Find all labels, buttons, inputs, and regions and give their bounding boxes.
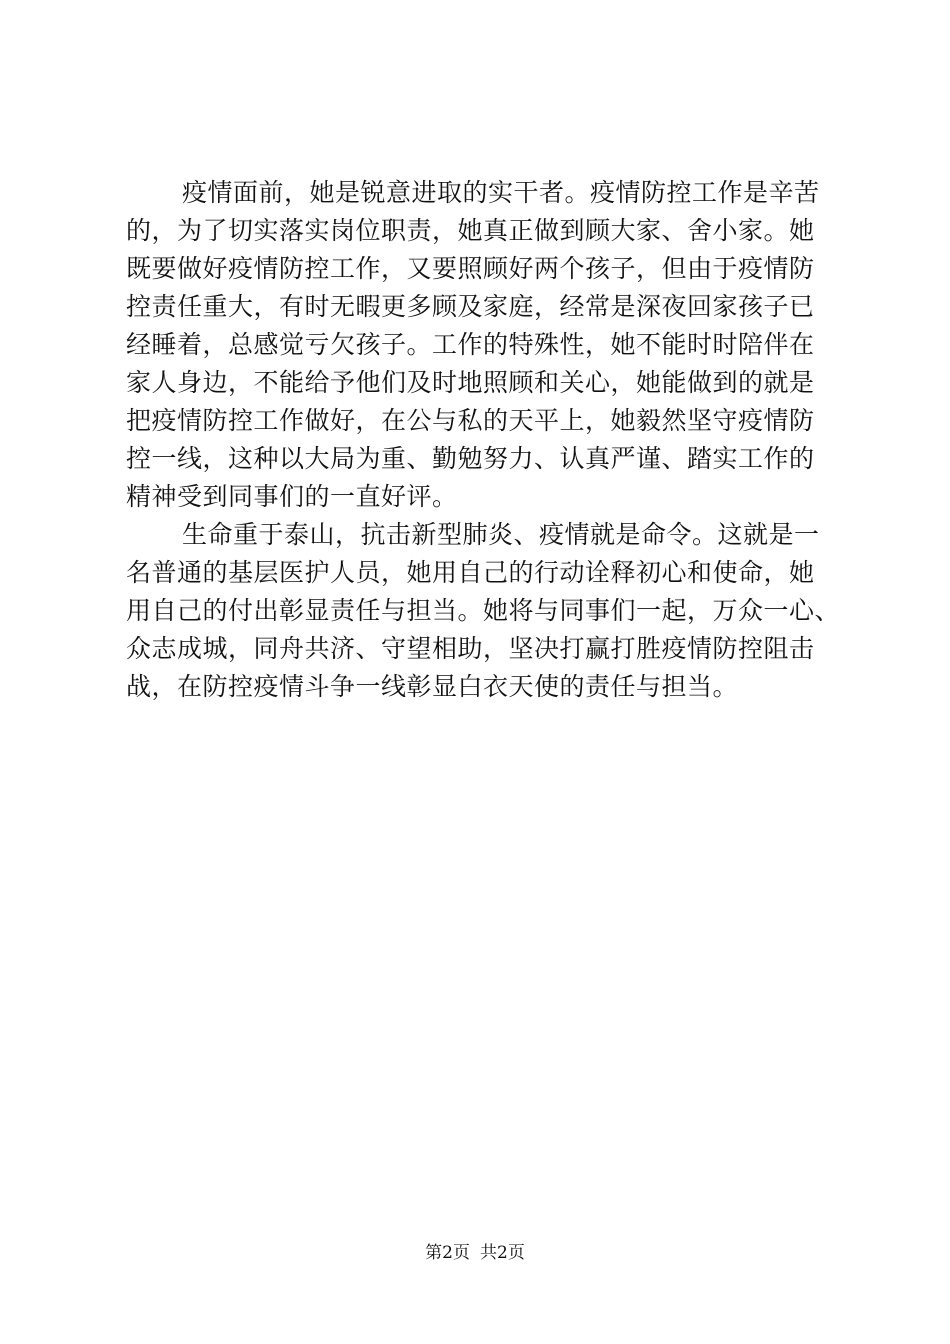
paragraph-line: 既要做好疫情防控工作，又要照顾好两个孩子，但由于疫情防 — [126, 254, 815, 283]
paragraph-line: 控一线，这种以大局为重、勤勉努力、认真严谨、踏实工作的 — [126, 444, 815, 473]
paragraph-line: 的，为了切实落实岗位职责，她真正做到顾大家、舍小家。她 — [126, 216, 815, 245]
paragraph-line: 家人身边，不能给予他们及时地照顾和关心，她能做到的就是 — [126, 368, 815, 397]
paragraph-line: 经睡着，总感觉亏欠孩子。工作的特殊性，她不能时时陪伴在 — [126, 330, 815, 359]
page-number: 第2页 — [425, 1243, 470, 1263]
paragraph-line: 精神受到同事们的一直好评。 — [126, 482, 458, 511]
paragraph-line: 控责任重大，有时无暇更多顾及家庭，经常是深夜回家孩子已 — [126, 292, 815, 321]
paragraph-1 — [126, 174, 836, 516]
paragraph-line: 战，在防控疫情斗争一线彰显白衣天使的责任与担当。 — [126, 672, 739, 701]
page-total: 共2页 — [480, 1243, 525, 1263]
paragraph-line: 众志成城，同舟共济、守望相助，坚决打赢打胜疫情防控阻击 — [126, 634, 815, 663]
paragraph-2 — [126, 516, 841, 706]
document-body — [126, 174, 841, 706]
paragraph-line: 用自己的付出彰显责任与担当。她将与同事们一起，万众一心、 — [126, 596, 841, 625]
paragraph-line: 疫情面前，她是锐意进取的实干者。疫情防控工作是辛苦 — [182, 178, 820, 207]
paragraph-line: 名普通的基层医护人员，她用自己的行动诠释初心和使命，她 — [126, 558, 815, 587]
paragraph-line: 生命重于泰山，抗击新型肺炎、疫情就是命令。这就是一 — [182, 520, 820, 549]
page-footer — [0, 1238, 950, 1268]
paragraph-line: 把疫情防控工作做好，在公与私的天平上，她毅然坚守疫情防 — [126, 406, 815, 435]
